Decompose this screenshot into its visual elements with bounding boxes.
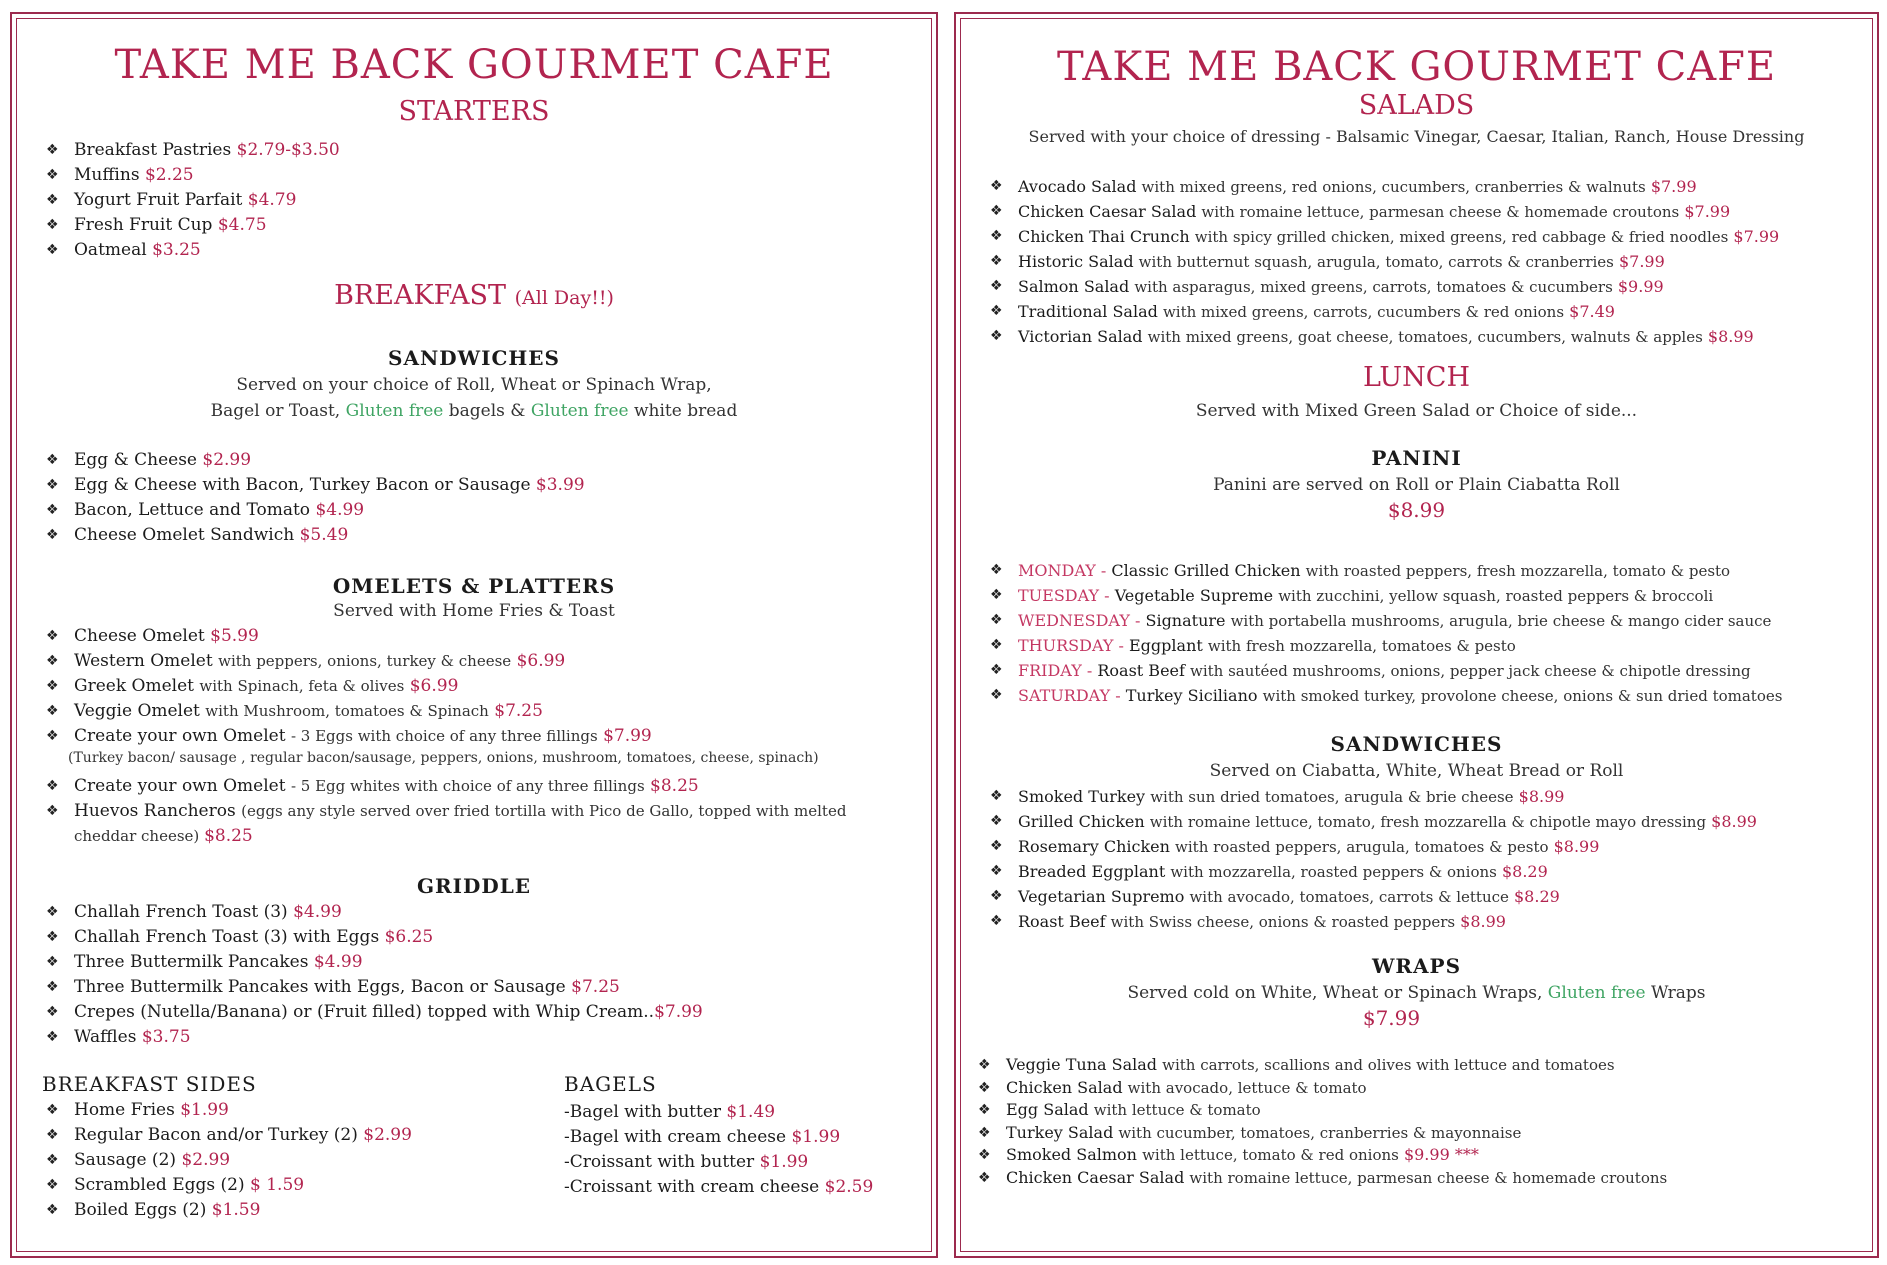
- omelets-title: OMELETS & PLATTERS: [332, 574, 616, 598]
- wraps-list: [978, 1054, 1858, 1189]
- wraps-note: Served cold on White, Wheat or Spinach Wraps, Gluten free Wraps: [1127, 983, 1706, 1003]
- list-item: ❖ Chicken Thai Crunch with spicy grilled chicken, mixed greens, red cabbage & fried noodles $7.99: [990, 224, 1870, 249]
- diamond-bullet-icon: ❖: [46, 502, 59, 518]
- list-item: ❖ TUESDAY - Vegetable Supreme with zucchini, yellow squash, roasted peppers & broccoli: [990, 583, 1870, 608]
- list-item: ❖ Avocado Salad with mixed greens, red onions, cucumbers, cranberries & walnuts $7.99: [990, 174, 1870, 199]
- panini-note: Panini are served on Roll or Plain Ciabatta Roll: [1213, 475, 1620, 495]
- list-item: ❖ Crepes (Nutella/Banana) or (Fruit filled) topped with Whip Cream..$7.99: [46, 1000, 926, 1025]
- diamond-bullet-icon: ❖: [46, 929, 59, 945]
- lunch-title: LUNCH: [1362, 362, 1471, 393]
- diamond-bullet-icon: ❖: [990, 253, 1003, 269]
- diamond-bullet-icon: ❖: [990, 838, 1003, 854]
- panini-list: [990, 558, 1870, 708]
- list-item: ❖ Challah French Toast (3) with Eggs $6.25: [46, 925, 926, 950]
- list-item: ❖ Smoked Salmon with lettuce, tomato & red onions $9.99 ***: [978, 1144, 1858, 1167]
- list-item: ❖ Home Fries $1.99: [46, 1098, 546, 1123]
- salads-note: Served with your choice of dressing - Balsamic Vinegar, Caesar, Italian, Ranch, House Dressing: [1028, 127, 1805, 146]
- breakfast-sandwiches-list: [46, 448, 926, 548]
- diamond-bullet-icon: ❖: [46, 1029, 59, 1045]
- list-item: ❖ Smoked Turkey with sun dried tomatoes, arugula & brie cheese $8.99: [990, 784, 1870, 809]
- list-item: -Bagel with butter $1.49: [564, 1102, 776, 1122]
- lunch-sandwiches-list: [990, 784, 1870, 934]
- diamond-bullet-icon: ❖: [46, 1152, 59, 1168]
- list-item: ❖ Breaded Eggplant with mozzarella, roasted peppers & onions $8.29: [990, 859, 1870, 884]
- list-item: -Croissant with butter $1.99: [564, 1152, 809, 1172]
- diamond-bullet-icon: ❖: [46, 803, 59, 819]
- diamond-bullet-icon: ❖: [46, 527, 59, 543]
- diamond-bullet-icon: ❖: [990, 637, 1003, 653]
- list-item: ❖ Regular Bacon and/or Turkey (2) $2.99: [46, 1123, 546, 1148]
- griddle-title: GRIDDLE: [416, 874, 532, 898]
- list-item: ❖ Chicken Salad with avocado, lettuce & tomato: [978, 1077, 1858, 1100]
- salads-title: SALADS: [1358, 90, 1475, 121]
- list-item: ❖ Boiled Eggs (2) $1.59: [46, 1198, 546, 1223]
- list-item: ❖ Yogurt Fruit Parfait $4.79: [46, 188, 926, 213]
- list-item: ❖ SATURDAY - Turkey Siciliano with smoked turkey, provolone cheese, onions & sun dried tomatoes: [990, 683, 1870, 708]
- list-item: ❖ Turkey Salad with cucumber, tomatoes, cranberries & mayonnaise: [978, 1122, 1858, 1145]
- breakfast-sides-list: [46, 1098, 546, 1223]
- list-item: ❖ Egg Salad with lettuce & tomato: [978, 1099, 1858, 1122]
- list-item: ❖ Western Omelet with peppers, onions, turkey & cheese $6.99: [46, 649, 926, 674]
- list-item: ❖ Historic Salad with butternut squash, arugula, tomato, carrots & cranberries $7.99: [990, 249, 1870, 274]
- diamond-bullet-icon: ❖: [46, 703, 59, 719]
- list-item: ❖ Salmon Salad with asparagus, mixed greens, carrots, tomatoes & cucumbers $9.99: [990, 274, 1870, 299]
- diamond-bullet-icon: ❖: [46, 628, 59, 644]
- diamond-bullet-icon: ❖: [46, 217, 59, 233]
- diamond-bullet-icon: ❖: [46, 728, 59, 744]
- breakfast-sides-title: BREAKFAST SIDES: [42, 1072, 257, 1096]
- diamond-bullet-icon: ❖: [46, 452, 59, 468]
- diamond-bullet-icon: ❖: [990, 612, 1003, 628]
- list-item: ❖ Muffins $2.25: [46, 163, 926, 188]
- diamond-bullet-icon: ❖: [46, 678, 59, 694]
- list-item: ❖ Chicken Caesar Salad with romaine lettuce, parmesan cheese & homemade croutons: [978, 1167, 1858, 1190]
- list-item: ❖ Three Buttermilk Pancakes $4.99: [46, 950, 926, 975]
- list-item: ❖ Traditional Salad with mixed greens, carrots, cucumbers & red onions $7.49: [990, 299, 1870, 324]
- lunch-note: Served with Mixed Green Salad or Choice of side...: [1195, 401, 1638, 421]
- diamond-bullet-icon: ❖: [46, 1102, 59, 1118]
- fillings-note: (Turkey bacon/ sausage , regular bacon/sausage, peppers, onions, mushroom, tomatoes, cheese, spinach): [68, 750, 819, 766]
- list-item: ❖ MONDAY - Classic Grilled Chicken with roasted peppers, fresh mozzarella, tomato & pesto: [990, 558, 1870, 583]
- diamond-bullet-icon: ❖: [46, 192, 59, 208]
- menu-page-right: [954, 12, 1879, 1258]
- diamond-bullet-icon: ❖: [990, 687, 1003, 703]
- panini-title: PANINI: [1371, 446, 1462, 470]
- list-item: -Croissant with cream cheese $2.59: [564, 1177, 874, 1197]
- omelets-list: [46, 624, 926, 749]
- list-item: ❖ Victorian Salad with mixed greens, goat cheese, tomatoes, cucumbers, walnuts & apples $8.99: [990, 324, 1870, 349]
- list-item: ❖ Egg & Cheese $2.99: [46, 448, 926, 473]
- menu-page-left: [10, 12, 938, 1258]
- diamond-bullet-icon: ❖: [46, 1004, 59, 1020]
- diamond-bullet-icon: ❖: [46, 1202, 59, 1218]
- list-item: ❖ Waffles $3.75: [46, 1025, 926, 1050]
- diamond-bullet-icon: ❖: [46, 954, 59, 970]
- list-item: ❖ Create your own Omelet - 3 Eggs with choice of any three fillings $7.99: [46, 724, 926, 749]
- diamond-bullet-icon: ❖: [46, 904, 59, 920]
- diamond-bullet-icon: ❖: [990, 662, 1003, 678]
- diamond-bullet-icon: ❖: [990, 863, 1003, 879]
- list-item: ❖ Huevos Rancheros (eggs any style served over fried tortilla with Pico de Gallo, topped with melted: [46, 799, 926, 824]
- list-item: ❖ Grilled Chicken with romaine lettuce, tomato, fresh mozzarella & chipotle mayo dressing $8.99: [990, 809, 1870, 834]
- diamond-bullet-icon: ❖: [46, 979, 59, 995]
- lunch-sandwiches-title: SANDWICHES: [1330, 732, 1503, 756]
- diamond-bullet-icon: ❖: [990, 913, 1003, 929]
- diamond-bullet-icon: ❖: [990, 278, 1003, 294]
- starters-list: [46, 138, 926, 263]
- bagels-title: BAGELS: [564, 1072, 657, 1096]
- list-item: ❖ Sausage (2) $2.99: [46, 1148, 546, 1173]
- cafe-title: TAKE ME BACK GOURMET CAFE: [114, 42, 834, 88]
- list-item: ❖ FRIDAY - Roast Beef with sautéed mushrooms, onions, pepper jack cheese & chipotle dressing: [990, 658, 1870, 683]
- list-item: -Bagel with cream cheese $1.99: [564, 1127, 841, 1147]
- diamond-bullet-icon: ❖: [990, 888, 1003, 904]
- wraps-title: WRAPS: [1371, 954, 1462, 978]
- diamond-bullet-icon: ❖: [978, 1057, 991, 1073]
- starters-title: STARTERS: [398, 96, 550, 127]
- diamond-bullet-icon: ❖: [46, 1127, 59, 1143]
- diamond-bullet-icon: ❖: [990, 587, 1003, 603]
- list-item: ❖ WEDNESDAY - Signature with portabella mushrooms, arugula, brie cheese & mango cider sauce: [990, 608, 1870, 633]
- list-item: ❖ Veggie Omelet with Mushroom, tomatoes & Spinach $7.25: [46, 699, 926, 724]
- diamond-bullet-icon: ❖: [46, 477, 59, 493]
- cafe-title: TAKE ME BACK GOURMET CAFE: [1056, 44, 1777, 90]
- diamond-bullet-icon: ❖: [990, 303, 1003, 319]
- sandwiches-note: Served on your choice of Roll, Wheat or Spinach Wrap, Bagel or Toast, Gluten free bagels & Gluten free white bread: [210, 375, 738, 421]
- diamond-bullet-icon: ❖: [978, 1169, 991, 1186]
- omelets-note: Served with Home Fries & Toast: [333, 601, 615, 621]
- huevos-continuation: cheddar cheese) $8.25: [74, 826, 253, 846]
- diamond-bullet-icon: ❖: [990, 562, 1003, 578]
- diamond-bullet-icon: ❖: [978, 1124, 991, 1141]
- diamond-bullet-icon: ❖: [990, 788, 1003, 804]
- list-item: ❖ Greek Omelet with Spinach, feta & olives $6.99: [46, 674, 926, 699]
- list-item: ❖ Rosemary Chicken with roasted peppers, arugula, tomatoes & pesto $8.99: [990, 834, 1870, 859]
- diamond-bullet-icon: ❖: [46, 142, 59, 158]
- list-item: ❖ Breakfast Pastries $2.79-$3.50: [46, 138, 926, 163]
- lunch-sandwiches-note: Served on Ciabatta, White, Wheat Bread or Roll: [1209, 761, 1624, 781]
- diamond-bullet-icon: ❖: [978, 1079, 991, 1096]
- list-item: ❖ Roast Beef with Swiss cheese, onions & roasted peppers $8.99: [990, 909, 1870, 934]
- diamond-bullet-icon: ❖: [978, 1147, 991, 1163]
- list-item: ❖ Egg & Cheese with Bacon, Turkey Bacon or Sausage $3.99: [46, 473, 926, 498]
- list-item: ❖ Cheese Omelet Sandwich $5.49: [46, 523, 926, 548]
- diamond-bullet-icon: ❖: [46, 167, 59, 183]
- list-item: ❖ Chicken Caesar Salad with romaine lettuce, parmesan cheese & homemade croutons $7.99: [990, 199, 1870, 224]
- diamond-bullet-icon: ❖: [990, 203, 1003, 219]
- list-item: ❖ Veggie Tuna Salad with carrots, scallions and olives with lettuce and tomatoes: [978, 1054, 1858, 1077]
- list-item: ❖ Vegetarian Supremo with avocado, tomatoes, carrots & lettuce $8.29: [990, 884, 1870, 909]
- wraps-price: $7.99: [1362, 1006, 1421, 1030]
- sandwiches-title: SANDWICHES: [388, 346, 560, 370]
- diamond-bullet-icon: ❖: [990, 813, 1003, 829]
- list-item: ❖ Bacon, Lettuce and Tomato $4.99: [46, 498, 926, 523]
- diamond-bullet-icon: ❖: [46, 1177, 59, 1193]
- list-item: ❖ Three Buttermilk Pancakes with Eggs, Bacon or Sausage $7.25: [46, 975, 926, 1000]
- panini-price: $8.99: [1387, 498, 1446, 522]
- diamond-bullet-icon: ❖: [990, 328, 1003, 344]
- list-item: ❖ Fresh Fruit Cup $4.75: [46, 213, 926, 238]
- bagels-list: [564, 1100, 873, 1200]
- diamond-bullet-icon: ❖: [978, 1102, 991, 1118]
- diamond-bullet-icon: ❖: [46, 778, 59, 794]
- griddle-list: [46, 900, 926, 1050]
- salads-list: [990, 174, 1870, 349]
- list-item: ❖ Challah French Toast (3) $4.99: [46, 900, 926, 925]
- list-item: ❖ Oatmeal $3.25: [46, 238, 926, 263]
- diamond-bullet-icon: ❖: [46, 653, 59, 669]
- breakfast-heading: BREAKFAST (All Day!!): [334, 280, 614, 311]
- diamond-bullet-icon: ❖: [46, 242, 59, 258]
- diamond-bullet-icon: ❖: [990, 178, 1003, 194]
- list-item: ❖ Cheese Omelet $5.99: [46, 624, 926, 649]
- diamond-bullet-icon: ❖: [990, 228, 1003, 244]
- list-item: ❖ THURSDAY - Eggplant with fresh mozzarella, tomatoes & pesto: [990, 633, 1870, 658]
- list-item: ❖ Scrambled Eggs (2) $ 1.59: [46, 1173, 546, 1198]
- omelets-list-2: [46, 774, 926, 824]
- list-item: ❖ Create your own Omelet - 5 Egg whites with choice of any three fillings $8.25: [46, 774, 926, 799]
